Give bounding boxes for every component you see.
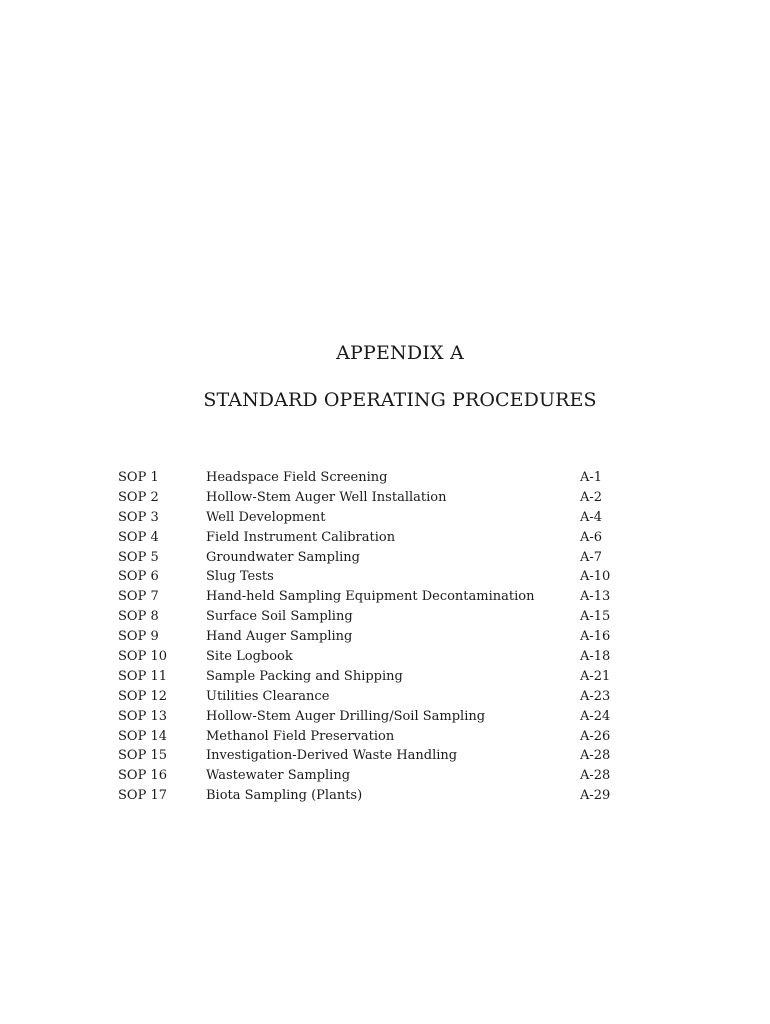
toc-row	[118, 647, 638, 667]
toc-sop-title: Wastewater Sampling	[206, 768, 351, 784]
toc-row	[118, 727, 638, 747]
toc-sop-code: SOP 11	[118, 668, 167, 684]
toc-sop-title: Hand Auger Sampling	[206, 629, 353, 645]
toc-sop-code: SOP 13	[118, 708, 167, 724]
toc-sop-code: SOP 9	[118, 629, 159, 645]
toc-row	[118, 528, 638, 548]
toc-sop-title: Sample Packing and Shipping	[206, 668, 403, 684]
toc-row	[118, 567, 638, 587]
toc-page-number: A-2	[580, 489, 603, 505]
toc-page-number: A-1	[580, 470, 603, 485]
toc-sop-title: Site Logbook	[206, 649, 293, 665]
toc-page-number: A-23	[580, 688, 611, 704]
toc-row	[118, 707, 638, 727]
toc-sop-code: SOP 3	[118, 509, 159, 525]
toc-sop-title: Hollow-Stem Auger Well Installation	[206, 489, 447, 505]
toc-sop-title: Field Instrument Calibration	[206, 529, 396, 545]
toc-row	[118, 488, 638, 508]
toc-sop-title: Surface Soil Sampling	[206, 609, 353, 625]
toc-sop-code: SOP 6	[118, 569, 159, 585]
toc-sop-code: SOP 14	[118, 728, 167, 744]
toc-row	[118, 468, 638, 488]
appendix-title: APPENDIX A	[336, 342, 464, 364]
toc-row	[118, 627, 638, 647]
toc-page-number: A-15	[580, 609, 611, 625]
toc-page-number: A-28	[580, 748, 611, 764]
toc-row	[118, 746, 638, 766]
toc-row	[118, 508, 638, 528]
toc-sop-title: Groundwater Sampling	[206, 549, 360, 565]
toc-sop-title: Utilities Clearance	[206, 688, 330, 704]
toc-sop-title: Hollow-Stem Auger Drilling/Soil Sampling	[206, 708, 486, 724]
toc-page-number: A-10	[580, 569, 611, 585]
toc-row	[118, 607, 638, 627]
toc-sop-title: Biota Sampling (Plants)	[206, 788, 363, 804]
toc-sop-title: Investigation-Derived Waste Handling	[206, 748, 458, 764]
toc-row	[118, 548, 638, 568]
toc-page-number: A-28	[580, 768, 611, 784]
toc-page-number: A-7	[580, 549, 603, 565]
toc-sop-title: Slug Tests	[206, 569, 274, 585]
toc-page-number: A-29	[580, 788, 611, 804]
toc-sop-code: SOP 8	[118, 609, 159, 625]
toc-page-number: A-6	[580, 529, 603, 545]
toc-sop-code: SOP 2	[118, 489, 159, 505]
toc-row	[118, 786, 638, 806]
toc-page-number: A-24	[580, 708, 611, 724]
toc-sop-title: Well Development	[206, 509, 326, 525]
toc-row	[118, 687, 638, 707]
toc-page-number: A-16	[580, 629, 611, 645]
toc-page-number: A-4	[580, 509, 603, 525]
toc-sop-code: SOP 10	[118, 649, 167, 665]
toc-sop-code: SOP 7	[118, 589, 159, 605]
toc-sop-code: SOP 4	[118, 529, 159, 545]
toc-sop-title: Headspace Field Screening	[206, 470, 388, 485]
appendix-subtitle: STANDARD OPERATING PROCEDURES	[203, 389, 597, 411]
toc-sop-title: Hand-held Sampling Equipment Decontamination	[206, 589, 535, 605]
toc-sop-code: SOP 12	[118, 688, 167, 704]
toc-sop-code: SOP 5	[118, 549, 159, 565]
toc-sop-code: SOP 17	[118, 788, 167, 804]
toc-sop-title: Methanol Field Preservation	[206, 728, 395, 744]
toc-page-number: A-26	[580, 728, 611, 744]
toc-sop-code: SOP 15	[118, 748, 167, 764]
toc-sop-code: SOP 1	[118, 470, 159, 485]
toc-row	[118, 766, 638, 786]
toc-page-number: A-21	[580, 668, 611, 684]
table-of-contents	[118, 468, 638, 806]
toc-page-number: A-13	[580, 589, 611, 605]
toc-row	[118, 667, 638, 687]
toc-row	[118, 587, 638, 607]
toc-sop-code: SOP 16	[118, 768, 167, 784]
toc-page-number: A-18	[580, 649, 611, 665]
